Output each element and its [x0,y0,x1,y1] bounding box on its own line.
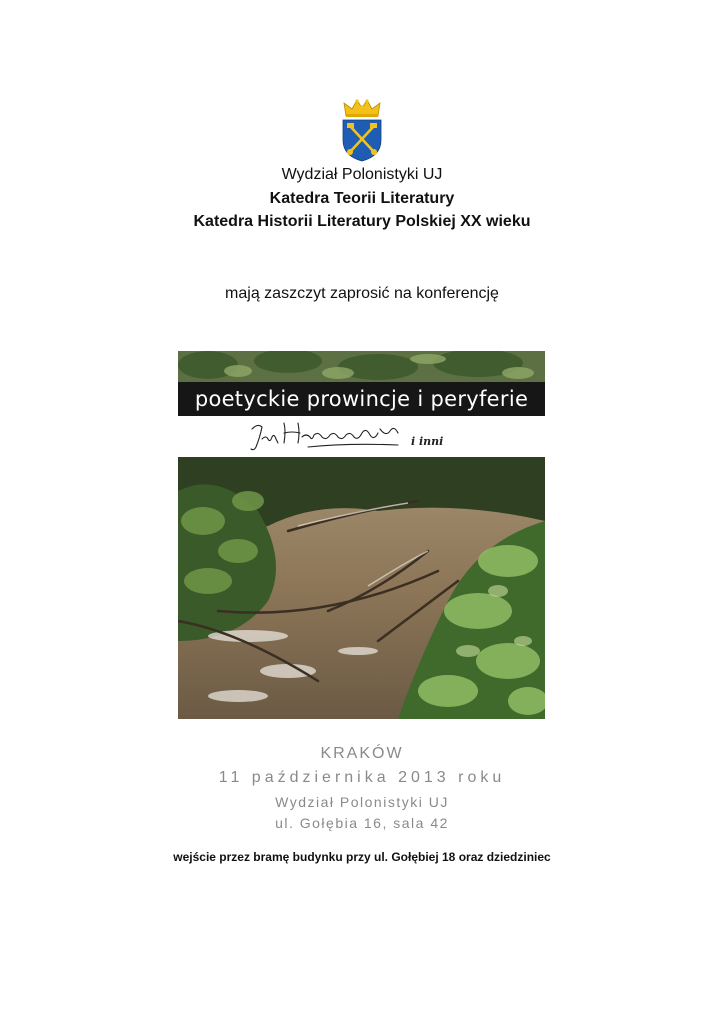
poster-subtitle: i inni [411,435,444,448]
poster-title: poetyckie prowincje i peryferie [178,382,545,416]
entrance-note: wejście przez bramę budynku przy ul. Gołębiej 18 oraz dziedziniec [173,850,551,864]
event-city: KRAKÓW [320,745,404,762]
university-crest-icon [341,98,383,162]
department-name-1: Katedra Teorii Literatury [269,190,455,207]
signature-image [248,417,408,457]
invitation-text: mają zaszczyt zaprosić na konferencję [225,285,499,302]
department-name-2: Katedra Historii Literatury Polskiej XX wieku [193,213,531,230]
event-date: 11 października 2013 roku [218,769,506,786]
event-address: ul. Gołębia 16, sala 42 [275,815,449,831]
conference-poster [178,351,545,719]
faculty-name: Wydział Polonistyki UJ [281,166,443,183]
event-venue: Wydział Polonistyki UJ [275,794,449,810]
